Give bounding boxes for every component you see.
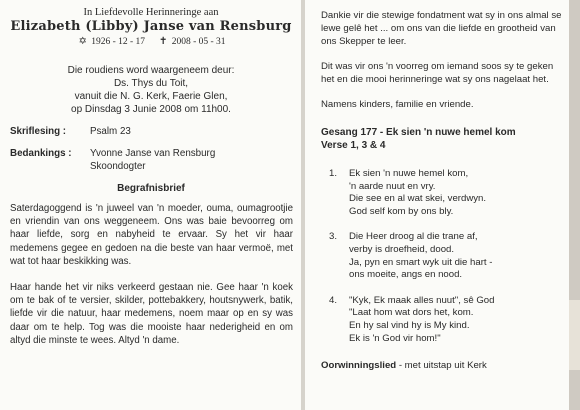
signoff: Namens kinders, familie en vriende.	[321, 99, 474, 110]
letter-paragraph: Saterdagoggend is 'n juweel van 'n moeder, ouma, oumagrootjie en vriendin van ons weggeneem. Ons was baie bevoorreg om haar liefde, sorg en nabyheid te ervaar. Sy het vir haar medemens gegee en gedoen na die beste van haar vermoë, met wat tot haar beskikking was.	[10, 203, 293, 267]
verse-line: ons moeite, angs en nood.	[349, 269, 463, 281]
verse-number: 4.	[329, 294, 338, 306]
service-line: Die roudiens word waargeneem deur:	[67, 65, 235, 76]
service-line: op Dinsdag 3 Junie 2008 om 11h00.	[71, 104, 231, 115]
thanks-line: Yvonne Janse van Rensburg	[90, 148, 216, 159]
star-of-david-icon: ✡	[78, 36, 87, 47]
verse-number: 1.	[329, 168, 338, 179]
letter-title: Begrafnisbrief	[117, 183, 185, 194]
memorial-heading: In Liefdevolle Herinneringe aan	[83, 7, 219, 18]
verse-line: Ja, pyn en smart wyk uit die hart -	[349, 256, 493, 268]
cross-icon: ✝	[158, 36, 168, 47]
page-edge-print	[569, 300, 580, 370]
thanks-value	[90, 147, 215, 173]
recessional-detail: - met uitstap uit Kerk	[396, 360, 487, 372]
thanks-label: Bedankings :	[10, 148, 72, 159]
closing-paragraph: Dankie vir die stewige fondatment wat sy in ons almal se lewe gelê het ... om ons van die liefde en grootheid van ons Skepper te leer.	[321, 10, 562, 47]
scripture-row	[10, 125, 293, 138]
letter-paragraph: Haar hande het vir niks verkeerd gestaan nie. Gee haar 'n koek om te bak of te versier, skilder, pottebakkery, houtsnywerk, batik, liefde vir die natuur, haar medemens, noem maar op en sy was daar om te help. Tog was die mooiste haar nederigheid en om altyd die minste te wees. Altyd 'n dame.	[10, 282, 293, 346]
hymn-verse	[321, 168, 563, 218]
scripture-label: Skriflesing :	[10, 126, 67, 137]
hymn-verses-label: Verse 1, 3 & 4	[321, 140, 386, 151]
verse-line: En hy sal vind hy is My kind.	[349, 319, 470, 331]
recessional-title: Oorwinningslied	[321, 360, 397, 372]
verse-number: 3.	[329, 231, 338, 243]
verse-line: verby is droefheid, dood.	[349, 243, 455, 255]
verse-line: Die see en al wat skei, verdwyn.	[349, 193, 487, 205]
verse-line: Ek is 'n God vir hom!"	[349, 332, 441, 344]
service-details	[9, 64, 293, 116]
verse-line: "Kyk, Ek maak alles nuut", sê God	[349, 294, 495, 306]
verse-text	[349, 231, 492, 281]
life-dates	[9, 36, 293, 48]
thanks-line: Skoondogter	[90, 161, 146, 172]
hymn-verse	[321, 231, 563, 281]
hymn-name: Gesang 177 - Ek sien 'n nuwe hemel kom	[321, 127, 516, 138]
deceased-name: Elizabeth (Libby) Janse van Rensburg	[10, 19, 292, 34]
verse-line: Die Heer droog al die trane af,	[349, 231, 478, 243]
verse-line: Ek sien 'n nuwe hemel kom,	[349, 168, 469, 179]
scripture-value: Psalm 23	[90, 126, 131, 137]
recessional-note	[321, 359, 563, 372]
right-page	[305, 0, 569, 410]
verse-text	[349, 168, 486, 218]
verse-text	[349, 295, 494, 345]
thanks-row	[10, 147, 293, 173]
service-line: vanuit die N. G. Kerk, Faerie Glen,	[74, 91, 228, 102]
verse-line: God self kom by ons bly.	[349, 205, 454, 217]
hymn-verse	[321, 295, 563, 345]
birth-date: 1926 - 12 - 17	[91, 37, 146, 47]
death-date: 2008 - 05 - 31	[171, 37, 226, 47]
closing-paragraph: Dit was vir ons 'n voorreg om iemand soos sy te geken het en die mooi herinneringe wat sy ons nagelaat het.	[321, 61, 554, 85]
hymn-title	[321, 126, 563, 152]
verse-line: 'n aarde nuut en vry.	[349, 180, 436, 192]
service-line: Ds. Thys du Toit,	[113, 78, 189, 89]
verse-line: "Laat hom wat dors het, kom.	[349, 307, 474, 319]
